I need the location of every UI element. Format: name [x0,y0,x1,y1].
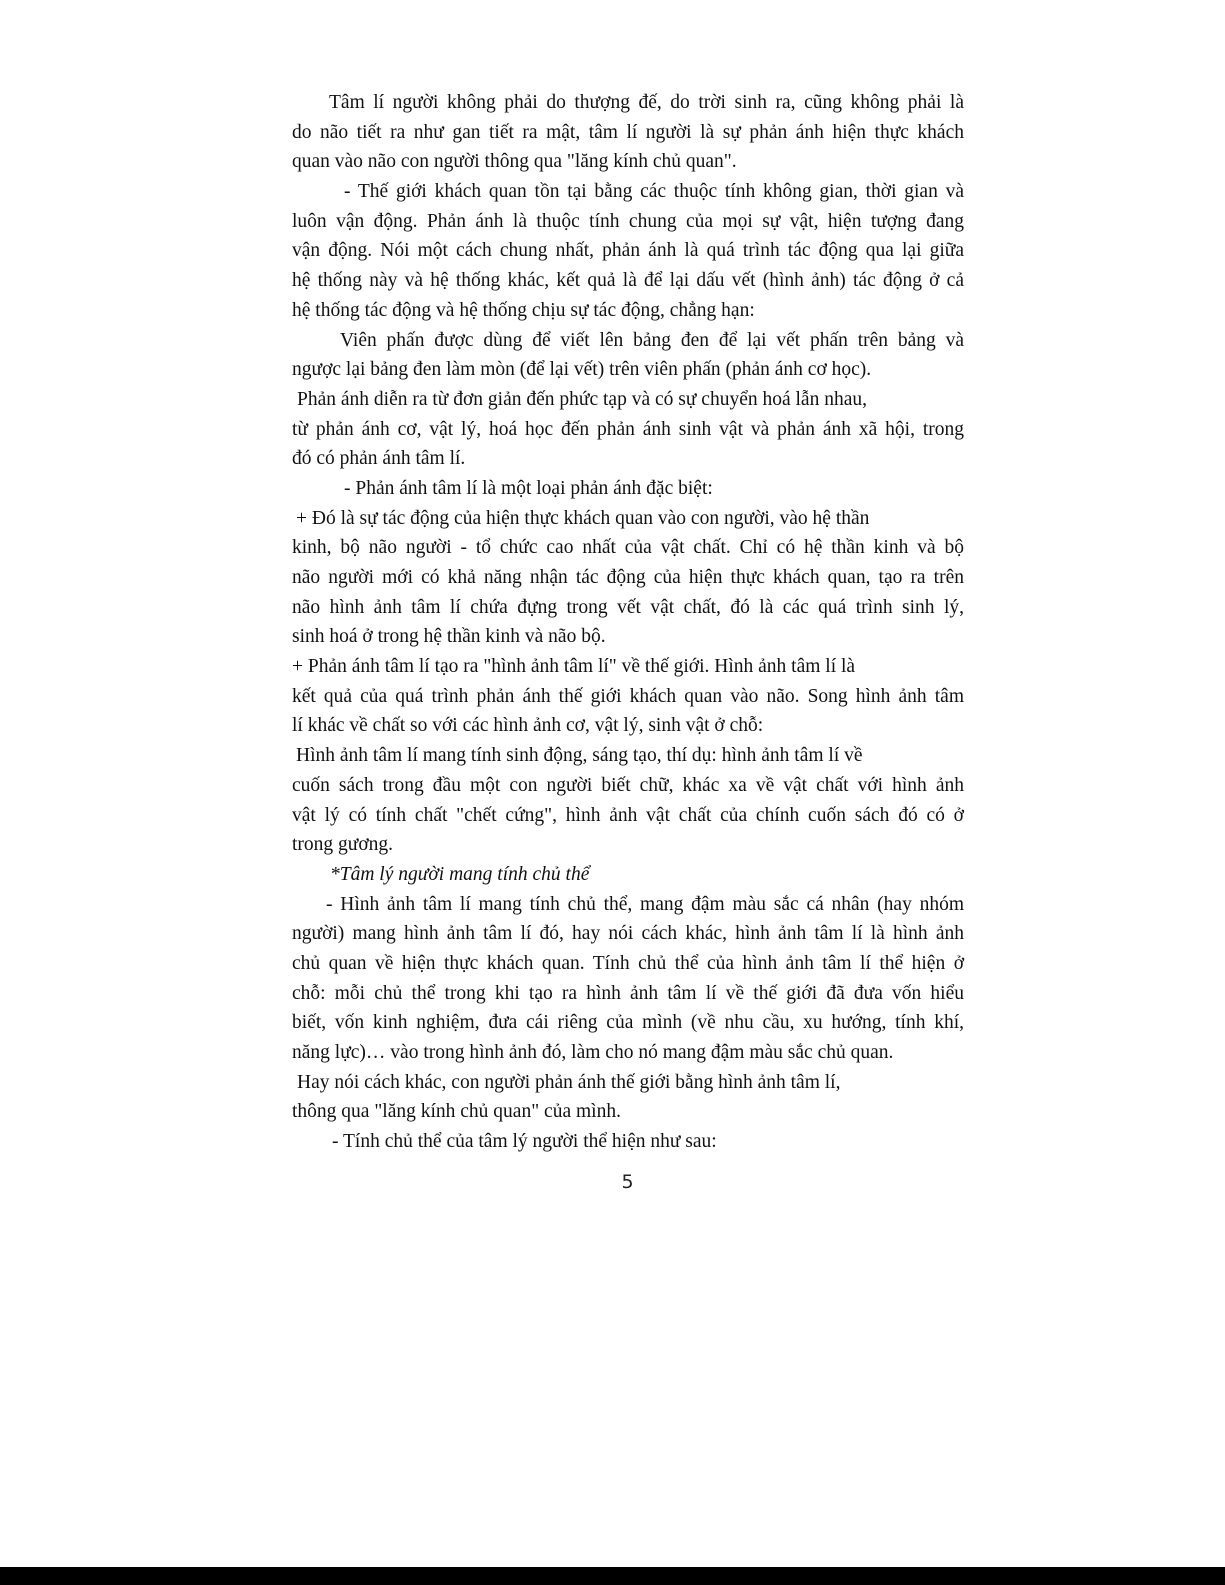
text-line: từ phản ánh cơ, vật lý, hoá học đến phản ánh sinh vật và phản ánh xã hội, trong [292,418,964,440]
text-line: sinh hoá ở trong hệ thần kinh và não bộ. [292,626,606,648]
text-line: não hình ảnh tâm lí chứa đựng trong vết vật chất, đó là các quá trình sinh lý, [292,596,964,618]
text-line: do não tiết ra như gan tiết ra mật, tâm lí người là sự phản ánh hiện thực khách [292,121,964,143]
text-line: biết, vốn kinh nghiệm, đưa cái riêng của mình (về nhu cầu, xu hướng, tính khí, [292,1012,964,1034]
text-line: vận động. Nói một cách chung nhất, phản ánh là quá trình tác động qua lại giữa [292,240,964,262]
text-line: đó có phản ánh tâm lí. [292,448,466,470]
text-line: hệ thống tác động và hệ thống chịu sự tác động, chẳng hạn: [292,299,755,321]
text-line: lí khác về chất so với các hình ảnh cơ, vật lý, sinh vật ở chỗ: [292,715,764,737]
text-line: trong gương. [292,834,394,856]
text-line: Hay nói cách khác, con người phản ánh thế giới bằng hình ảnh tâm lí, [297,1071,841,1093]
text-line: Tâm lí người không phải do thượng đế, do trời sinh ra, cũng không phải là [329,92,964,113]
text-line: kết quả của quá trình phản ánh thế giới khách quan vào não. Song hình ảnh tâm [292,685,964,707]
page-body [292,88,964,1157]
section-heading: *Tâm lý người mang tính chủ thể [330,863,590,885]
text-line: Hình ảnh tâm lí mang tính sinh động, sáng tạo, thí dụ: hình ảnh tâm lí về [296,745,863,767]
text-line: năng lực)… vào trong hình ảnh đó, làm cho nó mang đậm màu sắc chủ quan. [292,1042,894,1063]
text-line: luôn vận động. Phản ánh là thuộc tính chung của mọi sự vật, hiện tượng đang [292,210,964,232]
text-line: chủ quan về hiện thực khách quan. Tính chủ thể của hình ảnh tâm lí thể hiện ở [292,952,964,974]
text-line: chỗ: mỗi chủ thể trong khi tạo ra hình ảnh tâm lí về thế giới đã đưa vốn hiểu [292,982,964,1004]
text-line: vật lý có tính chất "chết cứng", hình ảnh vật chất của chính cuốn sách đó có ở [292,804,964,826]
text-line: + Đó là sự tác động của hiện thực khách quan vào con người, vào hệ thần [296,507,870,529]
text-line: kinh, bộ não người - tổ chức cao nhất của vật chất. Chỉ có hệ thần kinh và bộ [292,537,964,559]
text-line: cuốn sách trong đầu một con người biết chữ, khác xa về vật chất với hình ảnh [292,774,964,796]
text-line: - Tính chủ thể của tâm lý người thể hiện như sau: [332,1131,717,1153]
page-number: 5 [621,1171,634,1193]
bottom-border [0,1567,1225,1585]
text-line: thông qua "lăng kính chủ quan" của mình. [292,1101,621,1123]
text-line: người) mang hình ảnh tâm lí đó, hay nói cách khác, hình ảnh tâm lí là hình ảnh [292,923,964,945]
text-line: ngược lại bảng đen làm mòn (để lại vết) trên viên phấn (phản ánh cơ học). [292,359,872,381]
text-line: Viên phấn được dùng để viết lên bảng đen để lại vết phấn trên bảng và [340,329,964,351]
text-line: - Phản ánh tâm lí là một loại phản ánh đặc biệt: [344,477,713,499]
text-line: não người mới có khả năng nhận tác động của hiện thực khách quan, tạo ra trên [292,567,964,588]
text-line: + Phản ánh tâm lí tạo ra "hình ảnh tâm lí" về thế giới. Hình ảnh tâm lí là [292,656,856,678]
text-line: - Hình ảnh tâm lí mang tính chủ thể, mang đậm màu sắc cá nhân (hay nhóm [326,893,964,915]
text-line: quan vào não con người thông qua "lăng kính chủ quan". [292,151,737,173]
text-line: - Thế giới khách quan tồn tại bằng các thuộc tính không gian, thời gian và [344,181,964,203]
text-line: hệ thống này và hệ thống khác, kết quả là để lại dấu vết (hình ảnh) tác động ở cả [292,270,964,292]
text-line: Phản ánh diễn ra từ đơn giản đến phức tạp và có sự chuyển hoá lẫn nhau, [297,388,867,410]
